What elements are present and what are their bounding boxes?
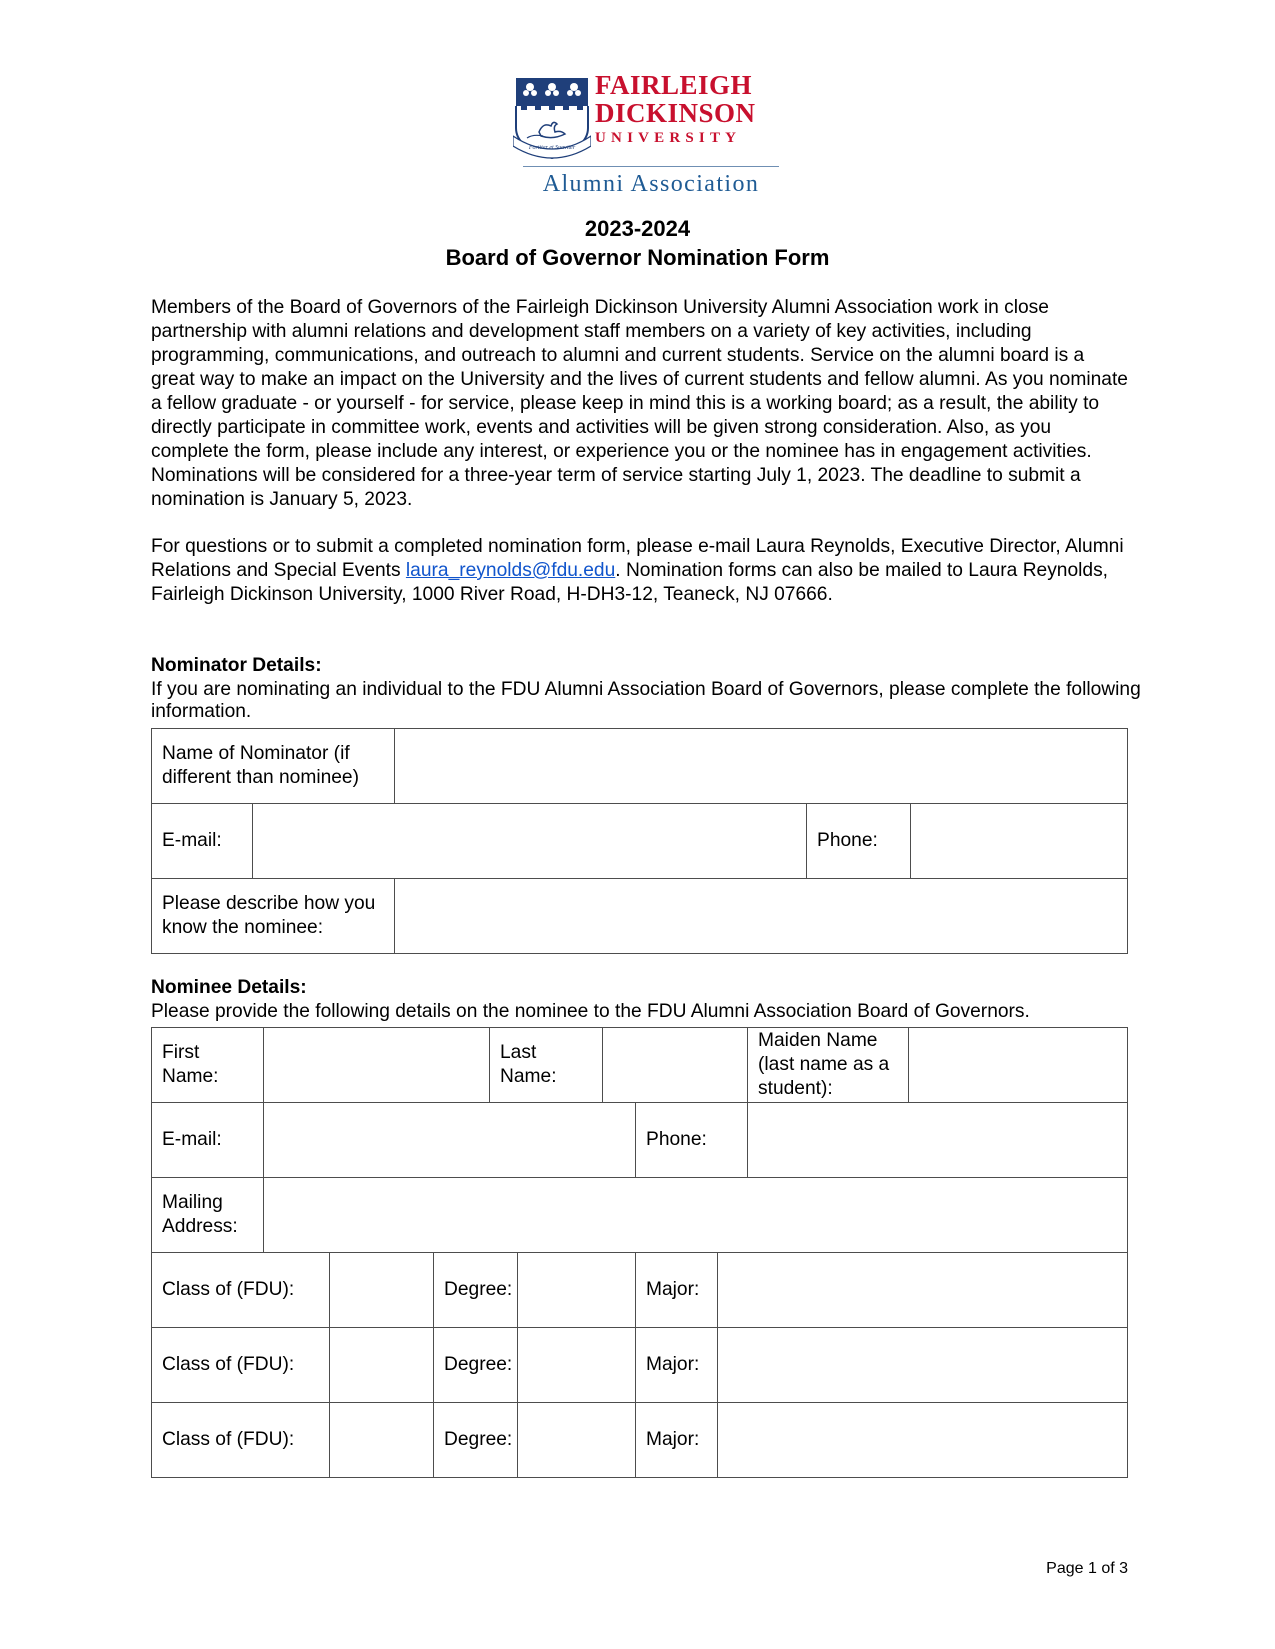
contact-text-before: For questions or to submit a completed nomination form, please e-mail Laura Reynolds, Executive Director, Alumni Relations and Special Events: [151, 536, 1124, 581]
major-cell: [718, 1253, 1128, 1328]
wordmark-dickinson: DICKINSON: [595, 98, 756, 128]
university-wordmark: [595, 72, 756, 146]
last-name-label: Last Name:: [490, 1028, 603, 1103]
degree-cell: [518, 1253, 636, 1328]
degree-label: Degree:: [434, 1403, 518, 1478]
wordmark-university: UNIVERSITY: [595, 130, 742, 146]
maiden-name-cell: [909, 1028, 1128, 1103]
nominator-name-cell: [395, 729, 1128, 804]
page-number: Page 1 of 3: [1046, 1560, 1128, 1577]
form-year: 2023-2024: [584, 216, 691, 241]
nominee-heading: Nominee Details:: [151, 977, 307, 998]
svg-text:Fortiter et Suaviter: Fortiter et Suaviter: [528, 145, 576, 151]
nominator-phone-cell: [911, 804, 1128, 879]
nominator-phone-label: Phone:: [807, 804, 911, 879]
logo-divider: [523, 166, 779, 167]
major-cell: [718, 1328, 1128, 1403]
mailing-address-cell: [264, 1178, 1128, 1253]
mailing-address-label: Mailing Address:: [152, 1178, 264, 1253]
major-cell: [718, 1403, 1128, 1478]
nominee-phone-label: Phone:: [636, 1103, 748, 1178]
form-title: Board of Governor Nomination Form: [445, 245, 830, 270]
nominee-phone-cell: [748, 1103, 1128, 1178]
class-cell: [330, 1328, 434, 1403]
first-name-cell: [264, 1028, 490, 1103]
contact-text-after: . Nomination forms can also be mailed to Laura Reynolds, Fairleigh Dickinson University, 1000 River Road, H-DH3-12, Teaneck, NJ 07666.: [151, 560, 1109, 605]
email-link[interactable]: laura_reynolds@fdu.edu: [405, 560, 616, 581]
nominator-name-label: Name of Nominator (if different than nominee): [152, 729, 395, 804]
major-label: Major:: [636, 1328, 718, 1403]
intro-paragraph: Members of the Board of Governors of the Fairleigh Dickinson University Alumni Association work in close partnership with alumni relations and development staff members on a variety of key activities, including programming, communications, and outreach to alumni and current students. Service on the alumni board is a great way to make an impact on the University and the lives of current students and fellow alumni. As you nominate a fellow graduate - or yourself - for service, please keep in mind this is a working board; as a result, the ability to directly participate in committee work, events and activities will be given strong consideration. Also, as you complete the form, please include any interest, or experience you or the nominee has in engagement activities. Nominations will be considered for a three-year term of service starting July 1, 2023. The deadline to submit a nomination is January 5, 2023.: [151, 297, 1128, 510]
degree-cell: [518, 1328, 636, 1403]
nominator-heading: Nominator Details:: [151, 655, 322, 676]
class-label: Class of (FDU):: [152, 1253, 330, 1328]
alumni-association-subtitle: Alumni Association: [542, 171, 760, 197]
university-crest-icon: [513, 76, 591, 162]
nominee-description: Please provide the following details on the nominee to the FDU Alumni Association Board of Governors.: [151, 1001, 1030, 1022]
nominee-table: [151, 1027, 1128, 1478]
class-cell: [330, 1403, 434, 1478]
degree-label: Degree:: [434, 1328, 518, 1403]
nominator-table: [151, 728, 1128, 954]
nominee-relation-cell: [395, 879, 1128, 954]
wordmark-fairleigh: FAIRLEIGH: [595, 70, 753, 100]
fdu-logo: [513, 70, 778, 197]
first-name-label: First Name:: [152, 1028, 264, 1103]
degree-cell: [518, 1403, 636, 1478]
last-name-cell: [603, 1028, 748, 1103]
nominator-description: If you are nominating an individual to the FDU Alumni Association Board of Governors, please complete the following information.: [151, 679, 1141, 722]
major-label: Major:: [636, 1403, 718, 1478]
class-label: Class of (FDU):: [152, 1328, 330, 1403]
nominee-email-cell: [264, 1103, 636, 1178]
contact-paragraph: [151, 535, 1131, 607]
class-cell: [330, 1253, 434, 1328]
maiden-name-label: Maiden Name (last name as a student):: [748, 1028, 909, 1103]
nominee-relation-label: Please describe how you know the nominee:: [152, 879, 395, 954]
nominator-email-label: E-mail:: [152, 804, 253, 879]
major-label: Major:: [636, 1253, 718, 1328]
nominator-email-cell: [253, 804, 807, 879]
degree-label: Degree:: [434, 1253, 518, 1328]
class-label: Class of (FDU):: [152, 1403, 330, 1478]
nominee-email-label: E-mail:: [152, 1103, 264, 1178]
